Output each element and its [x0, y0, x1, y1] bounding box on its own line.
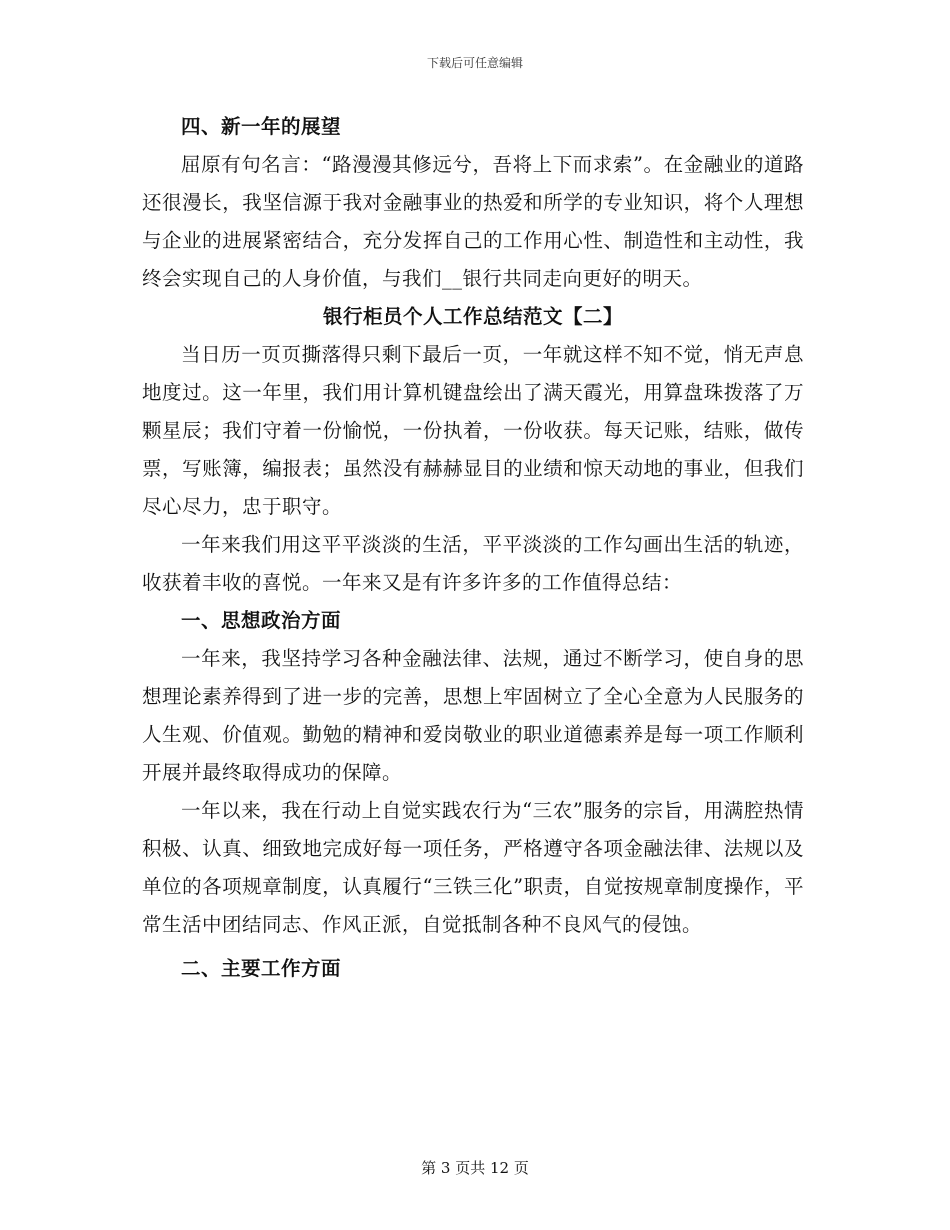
document-title-2: 银行柜员个人工作总结范文【二】: [322, 305, 623, 328]
paragraph-intro-1: 当日历一页页撕落得只剩下最后一页，一年就这样不知不觉，悄无声息地度过。这一年里，我们用计算机键盘绘出了满天霞光，用算盘珠拨落了万颗星辰；我们守着一份愉悦，一份执着，一份收获。每天记账，结账，做传票，写账簿，编报表；虽然没有赫赫显目的业绩和惊天动地的事业，但我们尽心尽力，忠于职守。: [142, 343, 804, 518]
page-number: 第 3 页共 12 页: [421, 1159, 529, 1177]
section-heading-main-work: 二、主要工作方面: [181, 957, 342, 980]
section-heading-outlook: 四、新一年的展望: [181, 115, 342, 138]
document-body: [142, 108, 804, 988]
paragraph-outlook: 屈原有句名言：“路漫漫其修远兮，吾将上下而求索”。在金融业的道路还很漫长，我坚信源于我对金融事业的热爱和所学的专业知识，将个人理想与企业的进展紧密结合，充分发挥自己的工作用心性、制造性和主动性，我终会实现自己的人身价值，与我们__银行共同走向更好的明天。: [142, 153, 804, 290]
paragraph-ideology-1: 一年来，我坚持学习各种金融法律、法规，通过不断学习，使自身的思想理论素养得到了进一步的完善，思想上牢固树立了全心全意为人民服务的人生观、价值观。勤勉的精神和爱岗敬业的职业道德素养是每一项工作顺利开展并最终取得成功的保障。: [142, 647, 804, 784]
section-heading-ideology: 一、思想政治方面: [181, 609, 342, 632]
paragraph-ideology-2: 一年以来，我在行动上自觉实践农行为“三农”服务的宗旨，用满腔热情积极、认真、细致地完成好每一项任务，严格遵守各项金融法律、法规以及单位的各项规章制度，认真履行“三铁三化”职责，自觉按规章制度操作，平常生活中团结同志、作风正派，自觉抵制各种不良风气的侵蚀。: [142, 799, 804, 936]
page-header-note: 下载后可任意编辑: [426, 56, 523, 70]
paragraph-intro-2: 一年来我们用这平平淡淡的生活，平平淡淡的工作勾画出生活的轨迹，收获着丰收的喜悦。一年来又是有许多许多的工作值得总结：: [142, 533, 804, 594]
